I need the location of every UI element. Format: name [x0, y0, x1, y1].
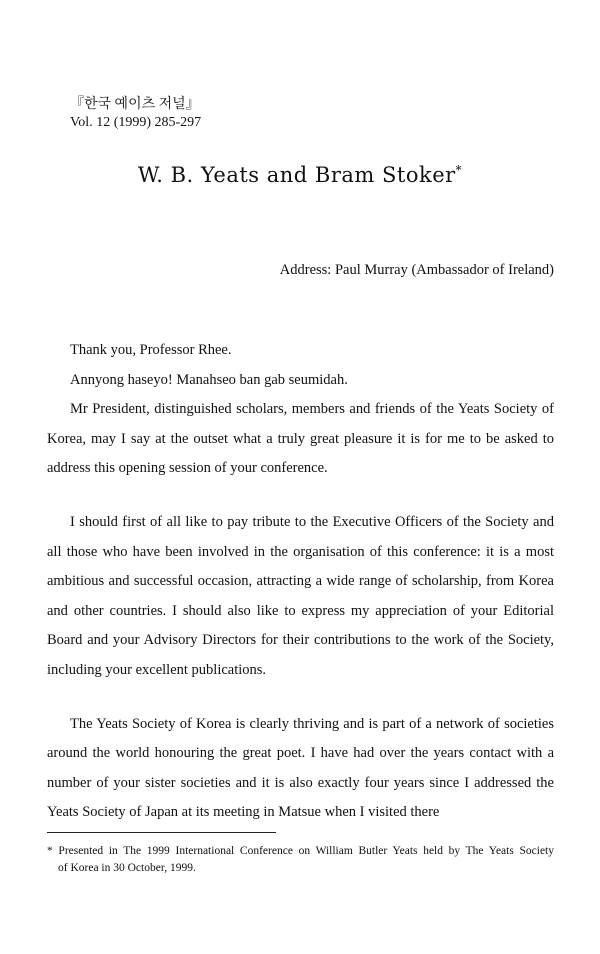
paragraph: Annyong haseyo! Manahseo ban gab seumidah. [70, 371, 348, 388]
address-line: Address: Paul Murray (Ambassador of Ireland) [279, 262, 554, 278]
volume-info: Vol. 12 (1999) 285-297 [70, 115, 202, 130]
journal-header [70, 96, 201, 132]
paragraph: I should first of all like to pay tribute to the Executive Officers of the Society and all those who have been involved in the organisation of this conference: it is a most ambitious and successful occasion, attracting a wide range of scholarship, from Korea and other countries. I should also like to express my appreciation of your Editorial Board and your Advisory Directors for their contributions to the work of the Society, including your excellent publications. [47, 513, 554, 678]
article-title [0, 163, 600, 187]
title-footnote-mark: * [455, 163, 463, 177]
paragraph: The Yeats Society of Korea is clearly thriving and is part of a network of societies around the world honouring the great poet. I have had over the years contact with a number of your sister societies and it is also exactly four years since I addressed the Yeats Society of Japan at its meeting in Matsue when I visited there [47, 715, 554, 821]
paragraph: Thank you, Professor Rhee. [70, 342, 232, 358]
footnote [47, 843, 554, 877]
article-body [47, 336, 554, 828]
journal-name: 『한국 예이츠 저널』 [70, 97, 200, 112]
footnote-line: * Presented in The 1999 International Conference on William Butler Yeats held by The Yeats Society [47, 845, 554, 857]
footnote-divider [47, 832, 276, 833]
paragraph: Mr President, distinguished scholars, members and friends of the Yeats Society of Korea, may I say at the outset what a truly great pleasure it is for me to be asked to address this opening session of your conference. [47, 401, 554, 477]
article-title-text: W. B. Yeats and Bram Stoker [137, 163, 456, 187]
footnote-line: of Korea in 30 October, 1999. [58, 862, 196, 874]
